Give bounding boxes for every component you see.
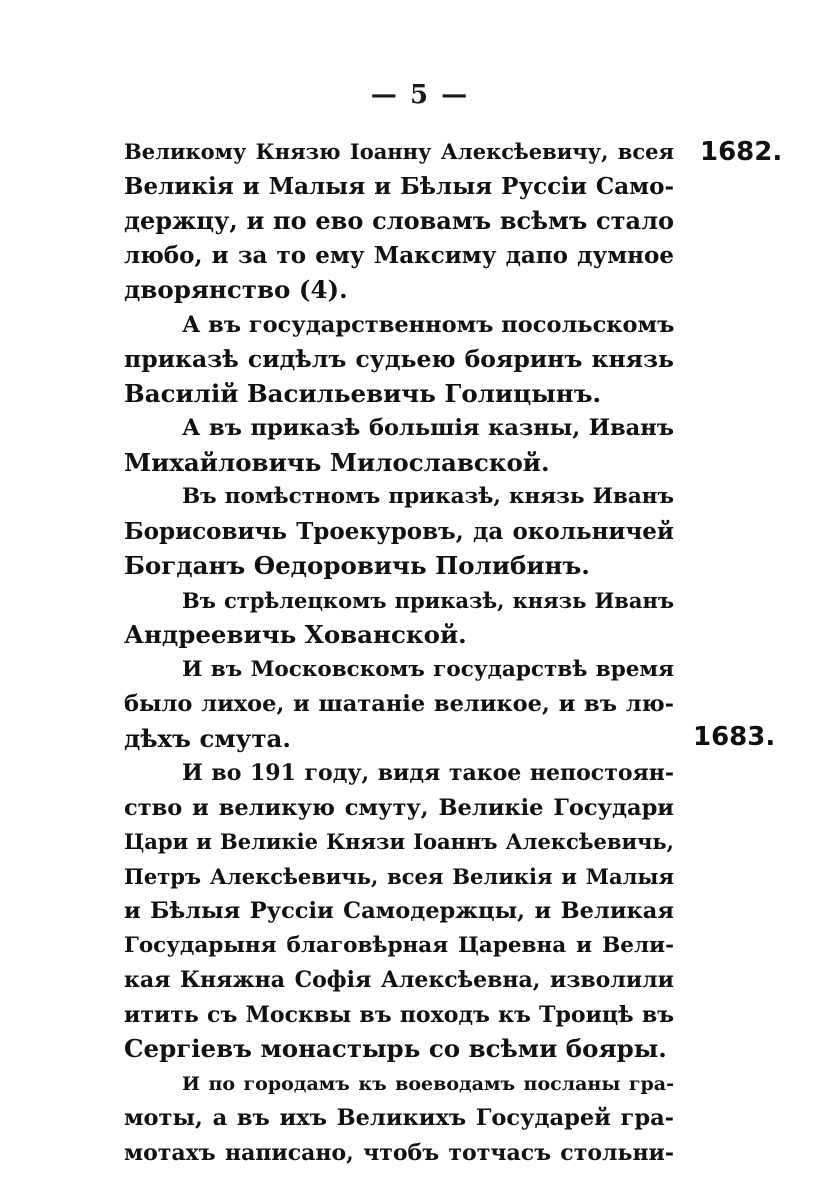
text-line: любо, и за то ему Максиму дапо думное (124, 241, 674, 269)
text-line: приказѣ сидѣлъ судьею бояринъ князь (124, 345, 674, 373)
text-line: А въ приказѣ большія казны, Иванъ (182, 415, 674, 441)
text-line: Великія и Малыя и Бѣлыя Руссіи Само- (124, 172, 674, 200)
text-line: И въ Московскомъ государствѣ время (182, 656, 674, 682)
text-line: кая Княжна Софія Алексѣевна, изволили (124, 967, 674, 993)
text-line: Петръ Алексѣевичь, всея Великія и Малыя (124, 863, 674, 889)
body-text (124, 135, 674, 1170)
text-line: держцу, и по ево словамъ всѣмъ стало (124, 206, 674, 235)
text-line: Богданъ Ѳедоровичь Полибинъ. (124, 551, 590, 580)
text-line: Андреевичь Хованской. (124, 620, 467, 649)
text-line: Въ помѣстномъ приказѣ, князь Иванъ (182, 484, 674, 509)
text-line: А въ государственномъ посольскомъ (182, 311, 674, 338)
margin-year-1682: 1682. (700, 137, 783, 167)
text-line: Борисовичь Троекуровъ, да окольничей (124, 517, 674, 545)
text-line: было лихое, и шатаніе великое, и въ лю- (124, 691, 674, 717)
page-number: — 5 — (370, 80, 470, 110)
text-line: и Бѣлыя Руссіи Самодержцы, и Великая (124, 898, 674, 924)
text-line: Государыня благовѣрная Царевна и Вели- (124, 932, 674, 958)
text-line: дѣхъ смута. (124, 723, 291, 753)
text-line: дворянство (4). (124, 275, 348, 304)
text-line: мотахъ написано, чтобъ тотчасъ стольни- (124, 1139, 674, 1166)
text-line: Въ стрѣлецкомъ приказѣ, князь Иванъ (182, 587, 674, 613)
text-line: моты, а въ ихъ Великихъ Государей гра- (124, 1105, 674, 1131)
text-line: Михайловичь Милославской. (124, 447, 550, 477)
text-line: Василій Васильевичь Голицынъ. (124, 378, 602, 408)
text-line: Цари и Великіе Князи Іоаннъ Алексѣевичь, (124, 829, 674, 854)
text-line: ство и великую смуту, Великіе Государи (124, 794, 674, 821)
text-line: И по городамъ къ воеводамъ посланы гра- (182, 1072, 674, 1095)
text-line: Сергіевъ монастырь со всѣми бояры. (124, 1034, 667, 1063)
text-line: И во 191 году, видя такое непостоян- (182, 760, 674, 786)
margin-year-1683: 1683. (693, 722, 776, 752)
text-line: итить съ Москвы въ походъ къ Троицѣ въ (124, 1001, 674, 1028)
text-line: Великому Князю Іоанну Алексѣевичу, всея (124, 139, 674, 164)
